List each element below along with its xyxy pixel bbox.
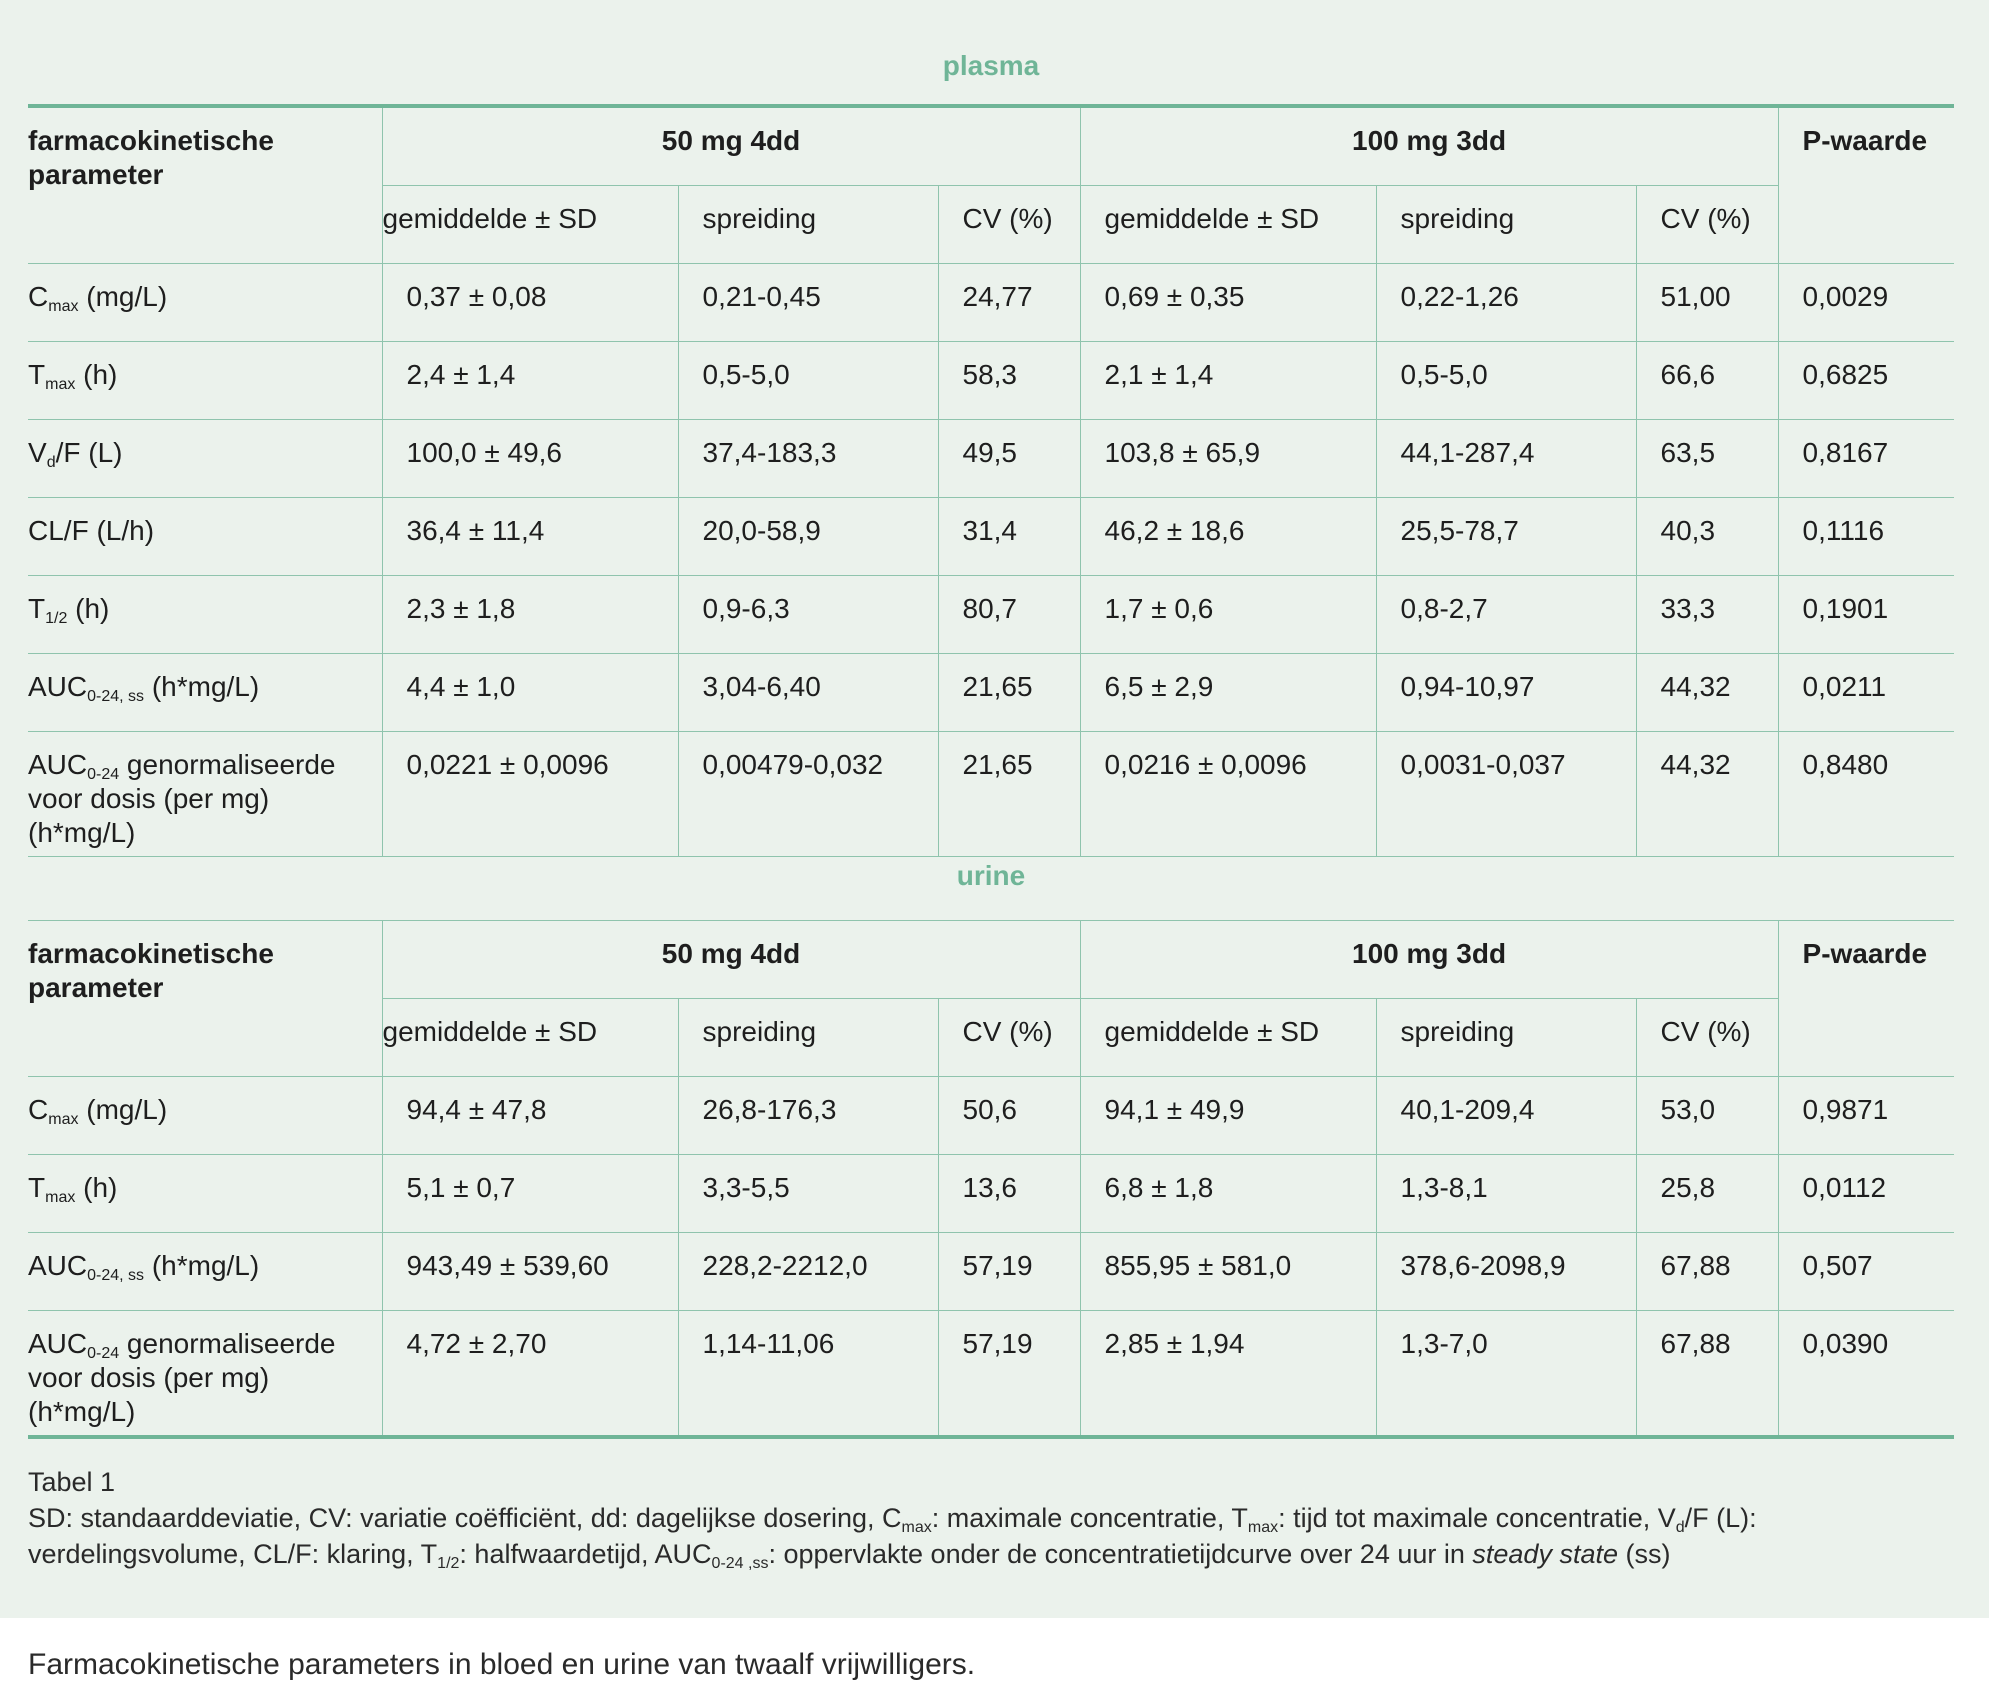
pvalue-header: P-waarde: [1778, 106, 1954, 264]
subheader-mean-sd: gemiddelde ± SD: [1080, 999, 1376, 1077]
table-cell: 103,8 ± 65,9: [1080, 420, 1376, 498]
table-cell: 3,3-5,5: [678, 1155, 938, 1233]
table-cell: 0,69 ± 0,35: [1080, 264, 1376, 342]
row-label: $T_{1/2}$ (h): [28, 576, 382, 654]
table-cell: 0,6825: [1778, 342, 1954, 420]
row-label: $AUC_{0-24}$ genormaliseerde voor dosis (per mg) (h*mg/L): [28, 732, 382, 857]
table-cell: 0,37 ± 0,08: [382, 264, 678, 342]
table-cell: 26,8-176,3: [678, 1077, 938, 1155]
subheader-range: spreiding: [678, 999, 938, 1077]
table-cell: 50,6: [938, 1077, 1080, 1155]
table-row: [28, 264, 1954, 342]
subheader-range: spreiding: [678, 186, 938, 264]
table-row: [28, 498, 1954, 576]
table-cell: 44,32: [1636, 654, 1778, 732]
table-cell: 228,2-2212,0: [678, 1233, 938, 1311]
table-cell: 855,95 ± 581,0: [1080, 1233, 1376, 1311]
row-label: CL/F (L/h): [28, 498, 382, 576]
table-cell: 31,4: [938, 498, 1080, 576]
table-cell: 44,1-287,4: [1376, 420, 1636, 498]
table-row: [28, 420, 1954, 498]
table-cell: 0,22-1,26: [1376, 264, 1636, 342]
subheader-range: spreiding: [1376, 186, 1636, 264]
table-cell: 0,0390: [1778, 1311, 1954, 1438]
table-row: [28, 654, 1954, 732]
table-cell: 94,4 ± 47,8: [382, 1077, 678, 1155]
table-cell: 13,6: [938, 1155, 1080, 1233]
table-cell: 0,9-6,3: [678, 576, 938, 654]
table-cell: 40,1-209,4: [1376, 1077, 1636, 1155]
table-cell: 49,5: [938, 420, 1080, 498]
table-row: [28, 576, 1954, 654]
group-header-50mg: 50 mg 4dd: [382, 921, 1080, 999]
table-cell: 36,4 ± 11,4: [382, 498, 678, 576]
table-cell: 0,0211: [1778, 654, 1954, 732]
urine-table: [28, 920, 1954, 1439]
subheader-mean-sd: gemiddelde ± SD: [382, 186, 678, 264]
row-label: $C_{max}$ (mg/L): [28, 264, 382, 342]
table-cell: 100,0 ± 49,6: [382, 420, 678, 498]
table-cell: 0,9871: [1778, 1077, 1954, 1155]
table-cell: 2,1 ± 1,4: [1080, 342, 1376, 420]
table-cell: 53,0: [1636, 1077, 1778, 1155]
table-cell: 0,0029: [1778, 264, 1954, 342]
figure-caption: Farmacokinetische parameters in bloed en urine van twaalf vrijwilligers.: [28, 1648, 976, 1681]
row-label: $C_{max}$ (mg/L): [28, 1077, 382, 1155]
row-label: $V_d/F$ (L): [28, 420, 382, 498]
table-row: [28, 1155, 1954, 1233]
table-cell: 1,3-8,1: [1376, 1155, 1636, 1233]
table-row: [28, 1311, 1954, 1438]
table-row: [28, 342, 1954, 420]
table-cell: 0,5-5,0: [1376, 342, 1636, 420]
table-cell: 0,8-2,7: [1376, 576, 1636, 654]
row-label: $AUC_{0-24, ss}$ (h*mg/L): [28, 654, 382, 732]
table-cell: 44,32: [1636, 732, 1778, 857]
table-cell: 67,88: [1636, 1311, 1778, 1438]
table-cell: 0,8480: [1778, 732, 1954, 857]
table-cell: 0,5-5,0: [678, 342, 938, 420]
table-cell: 67,88: [1636, 1233, 1778, 1311]
table-cell: 0,1901: [1778, 576, 1954, 654]
table-cell: 6,5 ± 2,9: [1080, 654, 1376, 732]
table-cell: 94,1 ± 49,9: [1080, 1077, 1376, 1155]
table-cell: 4,72 ± 2,70: [382, 1311, 678, 1438]
subheader-cv: CV (%): [1636, 186, 1778, 264]
table-row: [28, 1233, 1954, 1311]
group-header-100mg: 100 mg 3dd: [1080, 106, 1778, 186]
subheader-mean-sd: gemiddelde ± SD: [1080, 186, 1376, 264]
table-cell: 80,7: [938, 576, 1080, 654]
subheader-cv: CV (%): [938, 186, 1080, 264]
table-cell: 46,2 ± 18,6: [1080, 498, 1376, 576]
table-cell: 1,7 ± 0,6: [1080, 576, 1376, 654]
plasma-table: [28, 104, 1954, 857]
param-header: farmacokinetische parameter: [28, 921, 382, 1077]
pvalue-header: P-waarde: [1778, 921, 1954, 1077]
row-label: $T_{max}$ (h): [28, 342, 382, 420]
table-cell: 0,1116: [1778, 498, 1954, 576]
table-cell: 40,3: [1636, 498, 1778, 576]
urine-section-title: urine: [956, 860, 1026, 891]
table-cell: 2,85 ± 1,94: [1080, 1311, 1376, 1438]
table-cell: 0,0112: [1778, 1155, 1954, 1233]
table-cell: 63,5: [1636, 420, 1778, 498]
table-cell: 57,19: [938, 1233, 1080, 1311]
table-cell: 4,4 ± 1,0: [382, 654, 678, 732]
table-cell: 0,507: [1778, 1233, 1954, 1311]
plasma-section-title: plasma: [942, 50, 1040, 81]
table-cell: 21,65: [938, 732, 1080, 857]
table-cell: 3,04-6,40: [678, 654, 938, 732]
table-cell: 25,5-78,7: [1376, 498, 1636, 576]
table-cell: 24,77: [938, 264, 1080, 342]
table-cell: 0,21-0,45: [678, 264, 938, 342]
table-cell: 33,3: [1636, 576, 1778, 654]
table-cell: 66,6: [1636, 342, 1778, 420]
subheader-cv: CV (%): [938, 999, 1080, 1077]
table-cell: 57,19: [938, 1311, 1080, 1438]
param-header: farmacokinetische parameter: [28, 106, 382, 264]
table-cell: 2,3 ± 1,8: [382, 576, 678, 654]
subheader-cv: CV (%): [1636, 999, 1778, 1077]
table-cell: 5,1 ± 0,7: [382, 1155, 678, 1233]
table-cell: 20,0-58,9: [678, 498, 938, 576]
table-row: [28, 732, 1954, 857]
group-header-50mg: 50 mg 4dd: [382, 106, 1080, 186]
table-label: Tabel 1: [28, 1467, 116, 1497]
row-label: $T_{max}$ (h): [28, 1155, 382, 1233]
table-cell: 0,0031-0,037: [1376, 732, 1636, 857]
table-cell: 21,65: [938, 654, 1080, 732]
table-cell: 58,3: [938, 342, 1080, 420]
table-cell: 1,14-11,06: [678, 1311, 938, 1438]
table-cell: 51,00: [1636, 264, 1778, 342]
subheader-mean-sd: gemiddelde ± SD: [382, 999, 678, 1077]
table-cell: 6,8 ± 1,8: [1080, 1155, 1376, 1233]
table-cell: 0,94-10,97: [1376, 654, 1636, 732]
table-cell: 1,3-7,0: [1376, 1311, 1636, 1438]
table-caption: [28, 1464, 1958, 1572]
table-cell: 0,0221 ± 0,0096: [382, 732, 678, 857]
group-header-100mg: 100 mg 3dd: [1080, 921, 1778, 999]
table-cell: 0,8167: [1778, 420, 1954, 498]
table-cell: 2,4 ± 1,4: [382, 342, 678, 420]
table-cell: 378,6-2098,9: [1376, 1233, 1636, 1311]
subheader-range: spreiding: [1376, 999, 1636, 1077]
table-cell: 25,8: [1636, 1155, 1778, 1233]
table-cell: 0,0216 ± 0,0096: [1080, 732, 1376, 857]
table-cell: 943,49 ± 539,60: [382, 1233, 678, 1311]
table-row: [28, 1077, 1954, 1155]
table-footnote: SD: standaarddeviatie, CV: variatie coëfficiënt, dd: dagelijkse dosering, $C_{max}$: maximale concentratie, $T_{max}$: tijd tot maximale concentratie, $V_d/F$ (L): verdelingsvolume, CL/F: klaring, $T_{1/2}$: halfwaardetijd, $AUC_{0-24 ,ss}$: oppervlakte onder de concentratietijdcurve over 24 uur in steady state (ss): [28, 1503, 1757, 1572]
table-cell: 37,4-183,3: [678, 420, 938, 498]
row-label: $AUC_{0-24, ss}$ (h*mg/L): [28, 1233, 382, 1311]
table-cell: 0,00479-0,032: [678, 732, 938, 857]
row-label: $AUC_{0-24}$ genormaliseerde voor dosis (per mg) (h*mg/L): [28, 1311, 382, 1438]
